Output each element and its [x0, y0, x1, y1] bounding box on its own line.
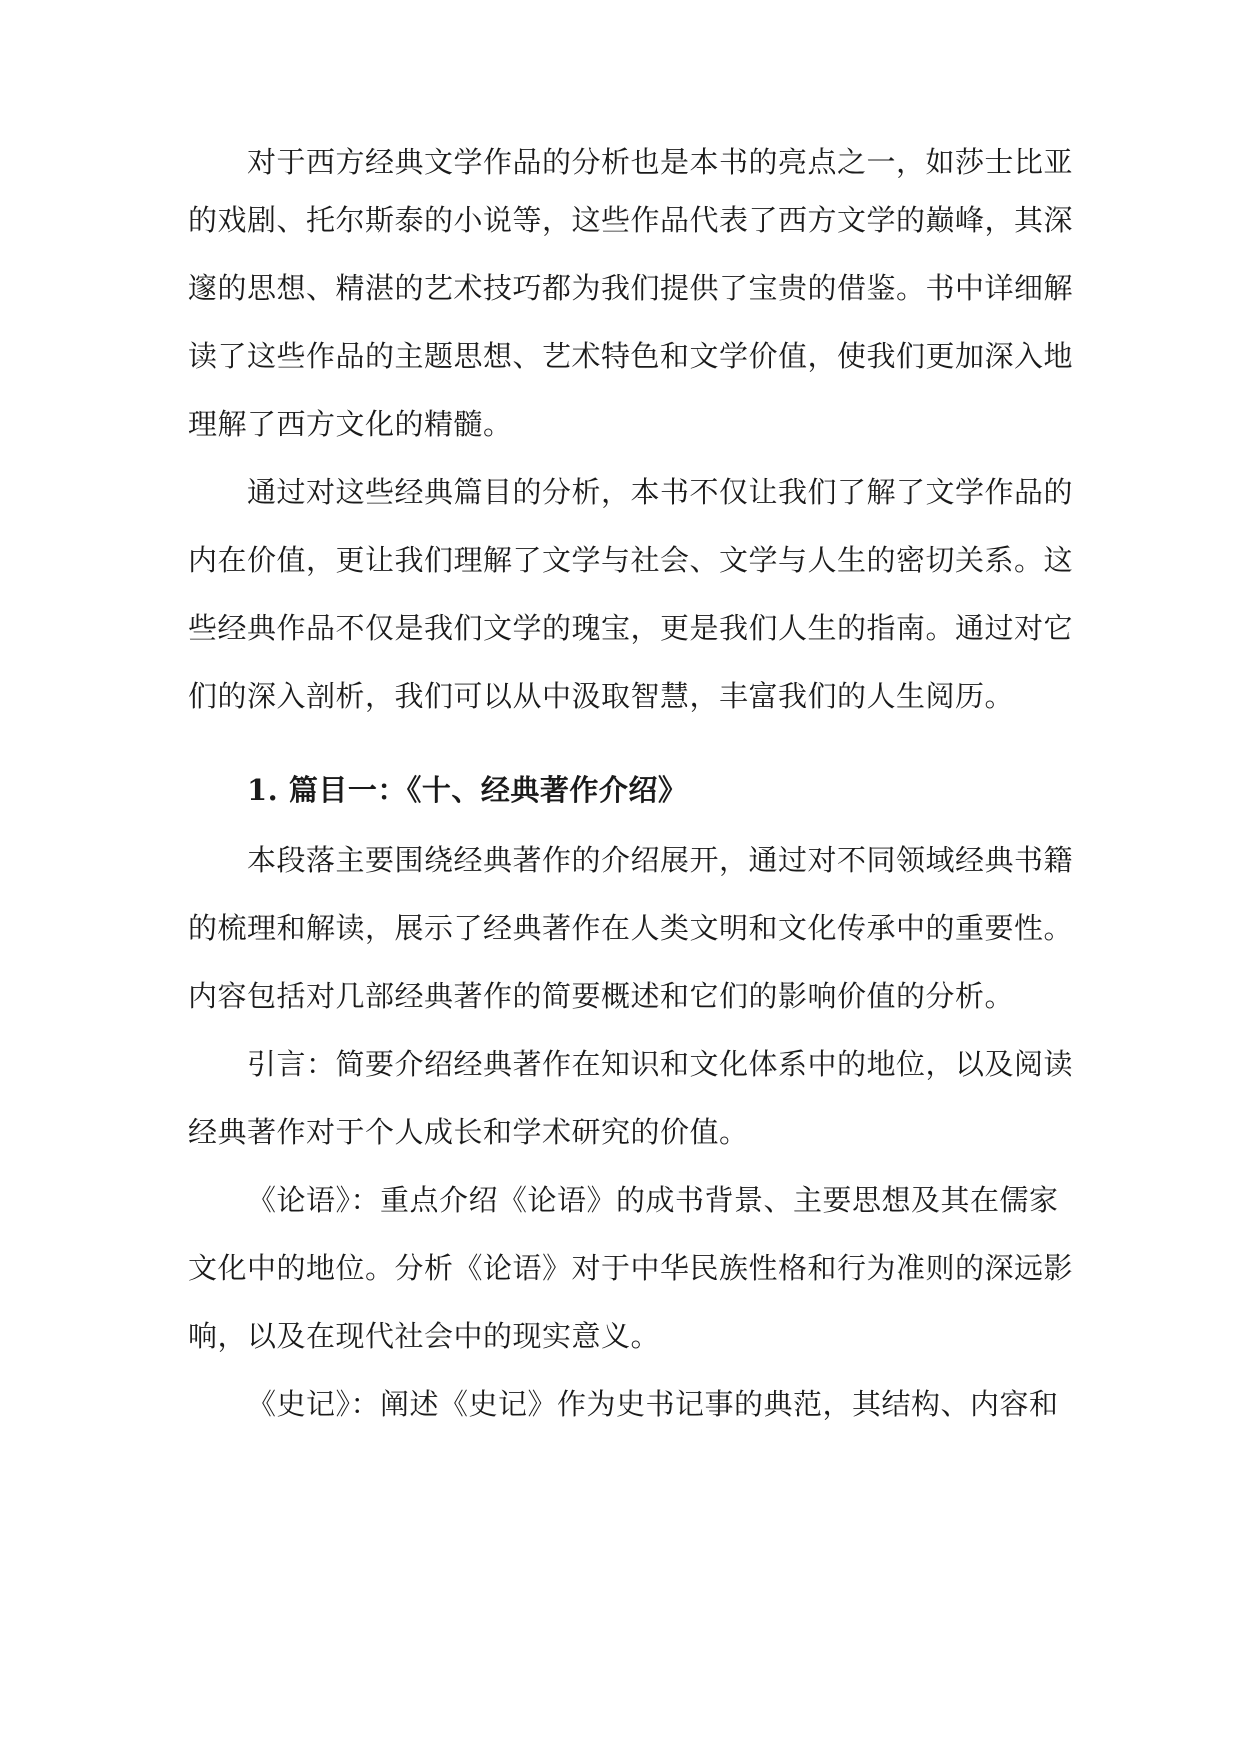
text-line: 内在价值，更让我们理解了文学与社会、文学与人生的密切关系。这 — [188, 543, 1074, 577]
text-line: 对于西方经典文学作品的分析也是本书的亮点之一，如莎士比亚 — [247, 145, 1074, 179]
text-line: 经典著作对于个人成长和学术研究的价值。 — [188, 1115, 749, 1149]
text-line: 的梳理和解读，展示了经典著作在人类文明和文化传承中的重要性。 — [188, 911, 1074, 945]
text-line: 读了这些作品的主题思想、艺术特色和文学价值，使我们更加深入地 — [188, 339, 1074, 373]
text-line: 文化中的地位。分析《论语》对于中华民族性格和行为准则的深远影 — [188, 1251, 1074, 1285]
text-line: 的戏剧、托尔斯泰的小说等，这些作品代表了西方文学的巅峰，其深 — [188, 203, 1074, 237]
text-line: 邃的思想、精湛的艺术技巧都为我们提供了宝贵的借鉴。书中详细解 — [188, 271, 1074, 305]
text-line: 《论语》：重点介绍《论语》的成书背景、主要思想及其在儒家 — [247, 1183, 1059, 1217]
text-line: 引言：简要介绍经典著作在知识和文化体系中的地位，以及阅读 — [247, 1047, 1074, 1081]
text-line: 些经典作品不仅是我们文学的瑰宝，更是我们人生的指南。通过对它 — [188, 611, 1074, 645]
text-line: 本段落主要围绕经典著作的介绍展开，通过对不同领域经典书籍 — [247, 843, 1074, 877]
section-heading: 1. 篇目一：《十、经典著作介绍》 — [247, 773, 688, 807]
text-line: 内容包括对几部经典著作的简要概述和它们的影响价值的分析。 — [188, 979, 1015, 1013]
text-line: 理解了西方文化的精髓。 — [188, 407, 513, 441]
text-line: 《史记》：阐述《史记》作为史书记事的典范，其结构、内容和 — [247, 1387, 1059, 1421]
text-line: 响，以及在现代社会中的现实意义。 — [188, 1319, 661, 1353]
text-line: 们的深入剖析，我们可以从中汲取智慧，丰富我们的人生阅历。 — [188, 679, 1015, 713]
text-line: 通过对这些经典篇目的分析，本书不仅让我们了解了文学作品的 — [247, 475, 1074, 509]
